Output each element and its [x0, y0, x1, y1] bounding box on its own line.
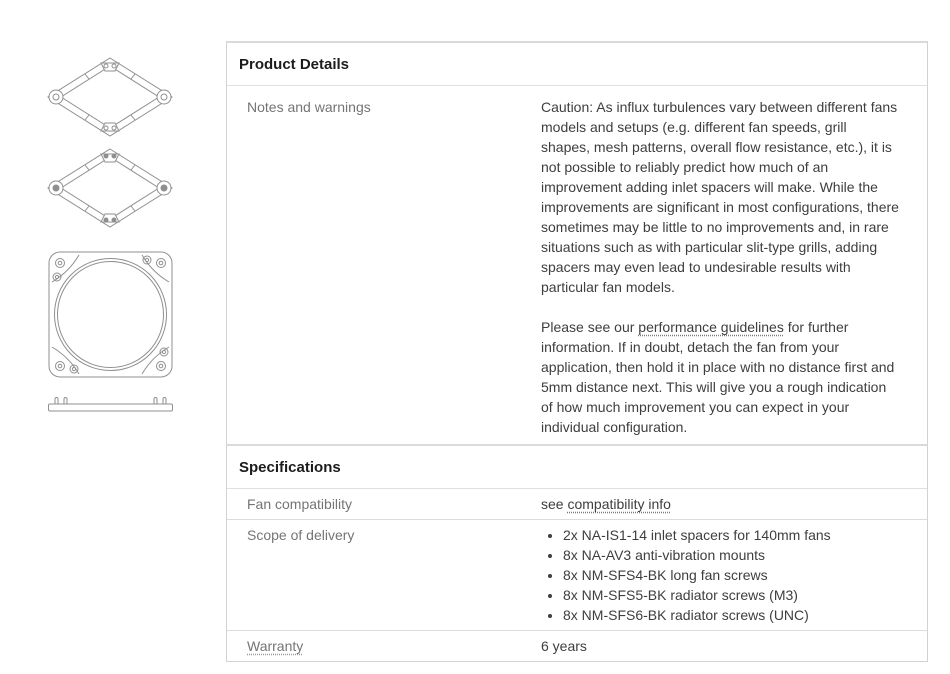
notes-and-warnings-value [541, 86, 927, 451]
fan-compatibility-row [227, 489, 927, 520]
delivery-item: • 8x NM-SFS5-BK radiator screws (M3) [563, 585, 899, 605]
fan-compatibility-label: Fan compatibility [247, 496, 353, 512]
scope-of-delivery-row [227, 520, 927, 631]
specifications-heading: Specifications [227, 446, 927, 489]
fan-compatibility-value [541, 489, 927, 519]
scope-of-delivery-value [541, 520, 927, 630]
performance-guidelines-link[interactable]: performance guidelines [638, 319, 784, 335]
guidelines-paragraph [541, 317, 899, 437]
guidelines-paragraph-suffix: for further information. If in doubt, detach the fan from your application, then hold it in place with no distance first and 5mm distance next. This will give you a rough indication of how much improvement you can expect in your individual configuration. [541, 319, 895, 435]
inlet-spacer-side-image [47, 395, 174, 413]
caution-paragraph: Caution: As influx turbulences vary between different fans models and setups (e.g. different fan speeds, grill shapes, mesh patterns, overall flow resistance, etc.), it is not possible to reliably predict how much of an improvement adding inlet spacers will make. While the improvements are significant in most configurations, there sometimes may be little to no improvements and, in rare situations such as with particular slit-type grills, adding spacers may even lead to undesirable results with particular fan models. [541, 99, 899, 295]
thumbnail-spacer-angled-view-1[interactable] [45, 55, 175, 139]
notes-and-warnings-label: Notes and warnings [247, 99, 371, 115]
product-image-gallery [0, 0, 210, 674]
delivery-item: • 8x NM-SFS4-BK long fan screws [563, 565, 899, 585]
warranty-tooltip-term[interactable]: Warranty [247, 638, 304, 654]
thumbnail-spacer-front-view[interactable] [47, 250, 174, 379]
delivery-item: • 2x NA-IS1-14 inlet spacers for 140mm fans [563, 525, 899, 545]
guidelines-paragraph-prefix: Please see our [541, 319, 639, 335]
notes-and-warnings-row [227, 86, 927, 451]
product-details-heading: Product Details [227, 43, 927, 86]
warranty-label [227, 631, 541, 661]
inlet-spacer-front-image [47, 250, 174, 379]
delivery-item: • 8x NA-AV3 anti-vibration mounts [563, 545, 899, 565]
thumbnail-spacer-angled-view-2[interactable] [45, 146, 175, 230]
thumbnail-spacer-side-view[interactable] [47, 395, 174, 413]
inlet-spacer-angled-image-2 [45, 146, 175, 230]
scope-of-delivery-label: Scope of delivery [247, 527, 355, 543]
warranty-row [227, 631, 927, 661]
inlet-spacer-angled-image [45, 55, 175, 139]
product-details-panel [226, 41, 928, 452]
compatibility-info-link[interactable]: compatibility info [567, 496, 671, 512]
specifications-panel [226, 444, 928, 662]
warranty-value: 6 years [541, 638, 587, 654]
delivery-list [541, 525, 899, 625]
fan-compatibility-value-prefix: see [541, 496, 568, 512]
delivery-item: • 8x NM-SFS6-BK radiator screws (UNC) [563, 605, 899, 625]
